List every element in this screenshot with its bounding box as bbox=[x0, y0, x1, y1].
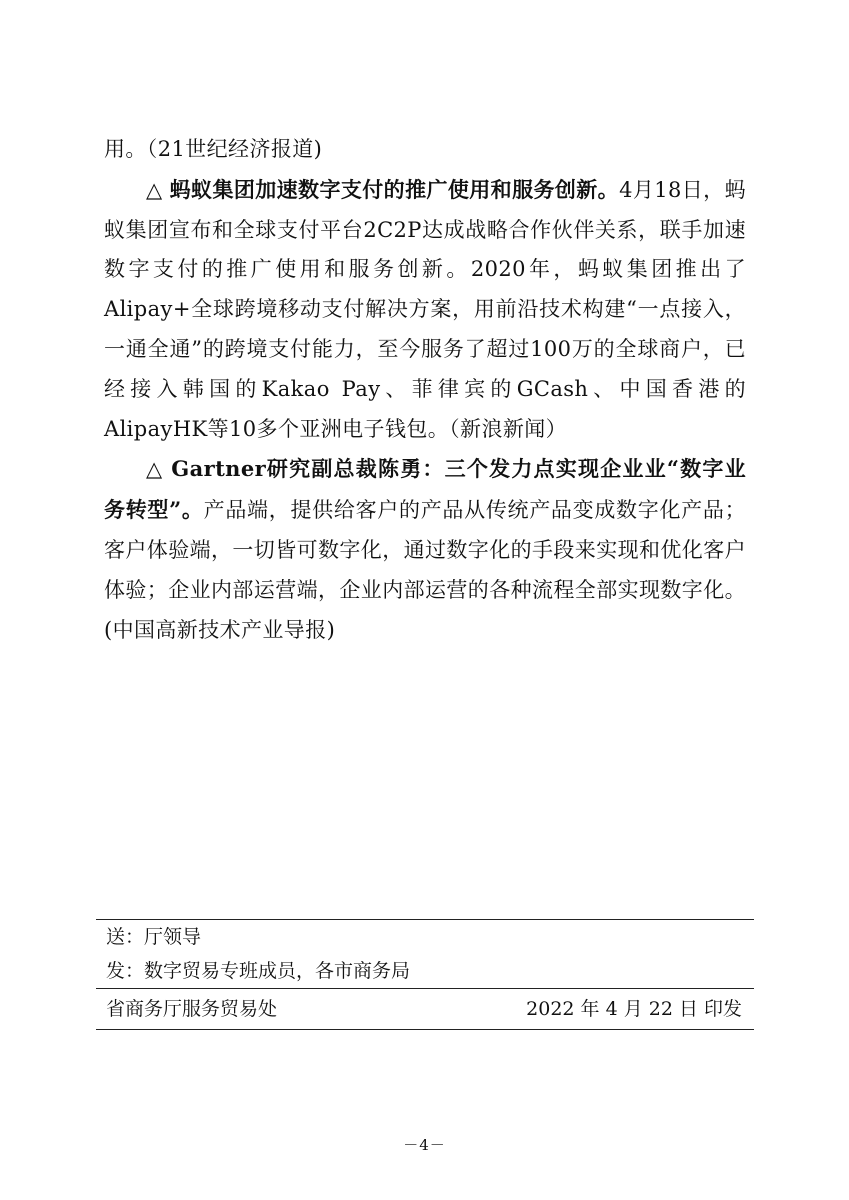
page-number: －4－ bbox=[403, 1136, 446, 1154]
issuer-name: 省商务厅服务贸易处 bbox=[106, 998, 278, 1020]
continuation-paragraph: 用。（21世纪经济报道) bbox=[104, 137, 323, 161]
distribute-to-line: 发：数字贸易专班成员，各市商务局 bbox=[106, 960, 411, 982]
distribution-footer bbox=[96, 919, 754, 1030]
item-marker: △ bbox=[146, 177, 163, 202]
item-headline: 蚂蚁集团加速数字支付的推广使用和服务创新。 bbox=[169, 176, 620, 202]
item-headline: Gartner研究副总裁陈勇：三个发力点实现企业业“数字业务转型”。 bbox=[104, 456, 746, 523]
item-marker: △ bbox=[146, 457, 164, 482]
item-text: 产品端，提供给客户的产品从传统产品变成数字化产品；客户体验端，一切皆可数字化，通过数字化的手段来实现和优化客户体验；企业内部运营端，企业内部运营的各种流程全部实现数字化。(中国高新技术产业导报) bbox=[104, 498, 746, 642]
news-item-ant-group bbox=[104, 170, 746, 450]
send-to-line: 送：厅领导 bbox=[106, 926, 202, 948]
issuer-row bbox=[96, 989, 754, 1029]
footer-bottom-rule bbox=[96, 1029, 754, 1030]
body-text bbox=[104, 130, 746, 650]
issue-date: 2022 年 4 月 22 日 印发 bbox=[526, 998, 742, 1020]
item-text: 4月18日，蚂蚁集团宣布和全球支付平台2C2P达成战略合作伙伴关系，联手加速数字支付的推广使用和服务创新。2020年，蚂蚁集团推出了Alipay+全球跨境移动支付解决方案，用前沿技术构建“一点接入，一通全通”的跨境支付能力，至今服务了超过100万的全球商户，已经接入韩国的Kakao Pay、菲律宾的GCash、中国香港的AlipayHK等10多个亚洲电子钱包。（新浪新闻） bbox=[104, 177, 746, 441]
news-item-gartner bbox=[104, 449, 746, 650]
